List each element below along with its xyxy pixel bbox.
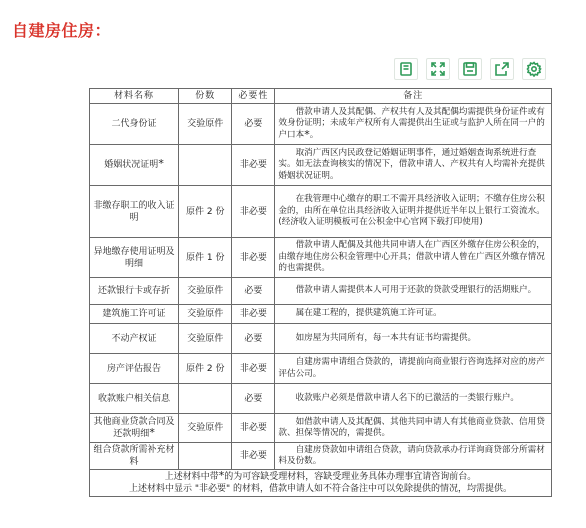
material-necessity: 必要 [232, 324, 275, 354]
material-note: 借款申请人配偶及其他共同申请人在广西区外缴存住房公积金的，由缴存地住房公积金管理中心开具；借款申请人曾在广西区外缴存情况的也需提供。 [275, 238, 552, 278]
table-footer-row [90, 470, 552, 497]
copy-icon [398, 61, 414, 77]
material-count: 交验原件 [179, 104, 232, 145]
material-name: 不动产权证 [90, 324, 179, 354]
section-heading: 自建房住房： [12, 21, 112, 40]
table-header-row [90, 89, 552, 104]
table-row [90, 414, 552, 443]
table-row [90, 384, 552, 414]
material-necessity: 必要 [232, 104, 275, 145]
material-count: 交验原件 [179, 278, 232, 305]
material-note: 如借款申请人及其配偶、其他共同申请人有其他商业贷款、信用贷款、担保等情况的，需提供。 [275, 414, 552, 443]
material-count [179, 145, 232, 186]
save-button[interactable] [458, 58, 482, 80]
material-count: 交验原件 [179, 305, 232, 324]
footer-line-2: 上述材料中显示 "非必要" 的材料，借款申请人如不符合备注中可以免除提供的情况，均需提供。 [128, 484, 512, 494]
star-mark: * [158, 157, 164, 170]
table-row [90, 305, 552, 324]
material-note: 自建房贷款如申请组合贷款，请向贷款承办行详询商贷部分所需材料及份数。 [275, 443, 552, 470]
material-count: 原件 1 份 [179, 238, 232, 278]
material-note: 自建房需申请组合贷款的，请提前向商业银行咨询选择对应的房产评估公司。 [275, 354, 552, 384]
table-row [90, 145, 552, 186]
star-mark: * [149, 426, 155, 439]
table-row [90, 186, 552, 238]
material-necessity: 非必要 [232, 145, 275, 186]
share-icon [494, 61, 510, 77]
material-name: 房产评估报告 [90, 354, 179, 384]
material-name: 建筑施工许可证 [90, 305, 179, 324]
material-name: 非缴存职工的收入证明 [90, 186, 179, 238]
material-name: 收款账户相关信息 [90, 384, 179, 414]
material-necessity: 非必要 [232, 354, 275, 384]
material-necessity: 必要 [232, 278, 275, 305]
material-count [179, 443, 232, 470]
fullscreen-button[interactable] [426, 58, 450, 80]
material-necessity: 非必要 [232, 305, 275, 324]
material-note: 借款申请人及其配偶、产权共有人及其配偶均需提供身份证件或有效身份证明；未成年产权所有人需提供出生证或与监护人所在同一户的户口本*。 [275, 104, 552, 145]
material-note: 属在建工程的，提供建筑施工许可证。 [275, 305, 552, 324]
material-note: 如房屋为共同所有，每一本共有证书均需提供。 [275, 324, 552, 354]
material-name: 异地缴存使用证明及明细 [90, 238, 179, 278]
material-note: 取消广西区内民政登记婚姻证明事件，通过婚姻查询系统进行查实。如无法查询核实的情况下，借款申请人、产权共有人均需补充提供婚姻状况证明。 [275, 145, 552, 186]
material-note: 在我管理中心缴存的职工不需开具经济收入证明；不缴存住房公积金的，由所在单位出具经济收入证明并提供近半年以上银行工资流水。(经济收入证明模板可在公积金中心官网下载打印使用) [275, 186, 552, 238]
material-necessity: 非必要 [232, 238, 275, 278]
table-footer [90, 470, 552, 497]
table-row [90, 324, 552, 354]
material-note: 借款申请人需提供本人可用于还款的贷款受理银行的活期账户。 [275, 278, 552, 305]
material-count: 原件 2 份 [179, 186, 232, 238]
material-necessity: 必要 [232, 384, 275, 414]
share-button[interactable] [490, 58, 514, 80]
material-necessity: 非必要 [232, 443, 275, 470]
material-name: 还款银行卡或存折 [90, 278, 179, 305]
expand-icon [430, 61, 446, 77]
material-name [90, 414, 179, 443]
material-count: 原件 2 份 [179, 354, 232, 384]
header-note: 备注 [275, 89, 552, 104]
save-icon [462, 61, 478, 77]
table-row [90, 354, 552, 384]
material-name [90, 145, 179, 186]
copy-button[interactable] [394, 58, 418, 80]
footer-text-b: 的为可容缺受理材料，容缺受理业务具体办理事宜请咨询前台。 [224, 472, 477, 482]
header-necessity: 必要性 [232, 89, 275, 104]
table-row [90, 104, 552, 145]
material-note-text: 借款申请人及其配偶、产权共有人及其配偶均需提供身份证件或有效身份证明；未成年产权所有人需提供出生证或与监护人所在同一户的户口本 [278, 106, 545, 140]
document-toolbar [394, 57, 552, 81]
star-mark: * [304, 127, 310, 141]
materials-table [89, 88, 552, 497]
material-count: 交验原件 [179, 324, 232, 354]
header-material-name: 材料名称 [90, 89, 179, 104]
footer-text-a: 上述材料中带 [164, 472, 219, 482]
table-row [90, 238, 552, 278]
header-count: 份数 [179, 89, 232, 104]
material-name: 组合贷款所需补充材料 [90, 443, 179, 470]
star-mark: * [218, 469, 225, 482]
material-count [179, 384, 232, 414]
material-necessity: 非必要 [232, 186, 275, 238]
settings-icon [526, 61, 542, 77]
table-row [90, 278, 552, 305]
settings-button[interactable] [522, 58, 546, 80]
material-note: 收款账户必须是借款申请人名下的已激活的一类银行账户。 [275, 384, 552, 414]
material-name-text: 婚姻状况证明 [104, 160, 159, 170]
material-necessity: 非必要 [232, 414, 275, 443]
table-row [90, 443, 552, 470]
material-name-text: 其他商业贷款合同及还款明细 [93, 417, 175, 439]
material-count: 交验原件 [179, 414, 232, 443]
footer-line-1 [92, 471, 549, 483]
material-name: 二代身份证 [90, 104, 179, 145]
